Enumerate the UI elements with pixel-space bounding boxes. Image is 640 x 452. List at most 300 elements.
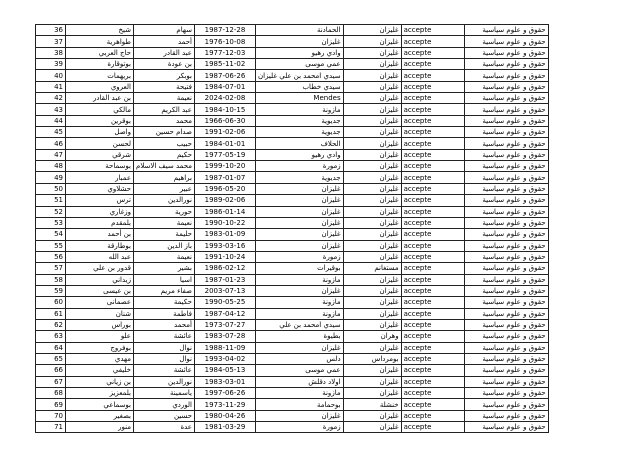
surname-cell: عصمانى (66, 297, 134, 308)
row-number-cell: 55 (36, 240, 66, 251)
firstname-cell: أمحمد (134, 319, 195, 330)
status-cell: accepte (401, 297, 464, 308)
birthplace-cell: غليزان (255, 285, 343, 296)
table-row (36, 149, 549, 160)
field-of-study-cell: حقوق و علوم سياسية (464, 206, 548, 217)
firstname-cell: فتيحة (134, 81, 195, 92)
birthdate-cell: 1999-10-20 (194, 161, 255, 172)
table-row (36, 138, 549, 149)
birthdate-cell: 1990-05-25 (194, 297, 255, 308)
surname-cell: بصغير (66, 410, 134, 421)
birthdate-cell: 1966-06-30 (194, 115, 255, 126)
status-cell: accepte (401, 365, 464, 376)
field-of-study-cell: حقوق و علوم سياسية (464, 59, 548, 70)
birthplace-cell: عمي موسى (255, 59, 343, 70)
row-number-cell: 39 (36, 59, 66, 70)
firstname-cell: ياسمينة (134, 388, 195, 399)
row-number-cell: 49 (36, 172, 66, 183)
table-row (36, 93, 549, 104)
wilaya-cell: غليزان (343, 422, 401, 433)
birthdate-cell: 1984-01-01 (194, 138, 255, 149)
firstname-cell: أحمد (134, 36, 195, 47)
status-cell: accepte (401, 93, 464, 104)
field-of-study-cell: حقوق و علوم سياسية (464, 342, 548, 353)
status-cell: accepte (401, 70, 464, 81)
surname-cell: زيداني (66, 274, 134, 285)
wilaya-cell: غليزان (343, 342, 401, 353)
status-cell: accepte (401, 422, 464, 433)
birthplace-cell: مازونة (255, 308, 343, 319)
surname-cell: واصل (66, 127, 134, 138)
surname-cell: بوسماحة (66, 161, 134, 172)
field-of-study-cell: حقوق و علوم سياسية (464, 25, 548, 36)
birthplace-cell: بوقيرات (255, 263, 343, 274)
field-of-study-cell: حقوق و علوم سياسية (464, 172, 548, 183)
status-cell: accepte (401, 240, 464, 251)
birthplace-cell: غليزان (255, 342, 343, 353)
birthdate-cell: 1997-06-26 (194, 388, 255, 399)
table-row (36, 422, 549, 433)
birthdate-cell: 1988-11-09 (194, 342, 255, 353)
table-row (36, 161, 549, 172)
birthplace-cell: مازونة (255, 388, 343, 399)
wilaya-cell: غليزان (343, 104, 401, 115)
surname-cell: بوقرين (66, 115, 134, 126)
birthplace-cell: غليزان (255, 206, 343, 217)
birthplace-cell: الحلاف (255, 138, 343, 149)
wilaya-cell: غليزان (343, 59, 401, 70)
row-number-cell: 60 (36, 297, 66, 308)
firstname-cell: بن عودة (134, 59, 195, 70)
status-cell: accepte (401, 161, 464, 172)
firstname-cell: حبيب (134, 138, 195, 149)
wilaya-cell: غليزان (343, 81, 401, 92)
wilaya-cell: خنشلة (343, 399, 401, 410)
surname-cell: طواهرية (66, 36, 134, 47)
birthplace-cell: دلس (255, 353, 343, 364)
status-cell: accepte (401, 251, 464, 262)
row-number-cell: 62 (36, 319, 66, 330)
table-row (36, 376, 549, 387)
birthplace-cell: اولاد دقلش (255, 376, 343, 387)
wilaya-cell: غليزان (343, 274, 401, 285)
birthdate-cell: 1983-01-09 (194, 229, 255, 240)
wilaya-cell: غليزان (343, 365, 401, 376)
row-number-cell: 52 (36, 206, 66, 217)
birthplace-cell: وادي رهيو (255, 47, 343, 58)
field-of-study-cell: حقوق و علوم سياسية (464, 229, 548, 240)
wilaya-cell: غليزان (343, 161, 401, 172)
firstname-cell: نعيمة (134, 93, 195, 104)
surname-cell: بن أحمد (66, 229, 134, 240)
birthplace-cell: غليزان (255, 217, 343, 228)
birthplace-cell: بوحمامة (255, 399, 343, 410)
row-number-cell: 38 (36, 47, 66, 58)
wilaya-cell: غليزان (343, 376, 401, 387)
wilaya-cell: غليزان (343, 240, 401, 251)
surname-cell: شيخ (66, 25, 134, 36)
wilaya-cell: غليزان (343, 251, 401, 262)
surname-cell: خليفي (66, 365, 134, 376)
surname-cell: بوسماعي (66, 399, 134, 410)
surname-cell: قدور بن علي (66, 263, 134, 274)
status-cell: accepte (401, 206, 464, 217)
birthplace-cell: Mendes (255, 93, 343, 104)
field-of-study-cell: حقوق و علوم سياسية (464, 422, 548, 433)
row-number-cell: 70 (36, 410, 66, 421)
table-row (36, 251, 549, 262)
birthdate-cell: 1989-02-06 (194, 195, 255, 206)
surname-cell: ترس (66, 195, 134, 206)
table-row (36, 183, 549, 194)
surname-cell: بن عبد القادر (66, 93, 134, 104)
table-row (36, 319, 549, 330)
surname-cell: بلمقدم (66, 217, 134, 228)
birthplace-cell: الحمادنة (255, 25, 343, 36)
birthdate-cell: 1984-07-01 (194, 81, 255, 92)
firstname-cell: حليمة (134, 229, 195, 240)
wilaya-cell: مستغانم (343, 263, 401, 274)
field-of-study-cell: حقوق و علوم سياسية (464, 353, 548, 364)
row-number-cell: 37 (36, 36, 66, 47)
firstname-cell: نوال (134, 353, 195, 364)
table-row (36, 353, 549, 364)
status-cell: accepte (401, 104, 464, 115)
surname-cell: منور (66, 422, 134, 433)
field-of-study-cell: حقوق و علوم سياسية (464, 81, 548, 92)
birthdate-cell: 1980-04-26 (194, 410, 255, 421)
birthdate-cell: 1987-04-12 (194, 308, 255, 319)
birthdate-cell: 1990-10-22 (194, 217, 255, 228)
field-of-study-cell: حقوق و علوم سياسية (464, 308, 548, 319)
status-cell: accepte (401, 25, 464, 36)
status-cell: accepte (401, 285, 464, 296)
row-number-cell: 68 (36, 388, 66, 399)
surname-cell: عمبار (66, 172, 134, 183)
row-number-cell: 48 (36, 161, 66, 172)
field-of-study-cell: حقوق و علوم سياسية (464, 161, 548, 172)
birthdate-cell: 1983-07-28 (194, 331, 255, 342)
birthdate-cell: 1976-10-08 (194, 36, 255, 47)
table-row (36, 263, 549, 274)
status-cell: accepte (401, 59, 464, 70)
firstname-cell: حسين (134, 410, 195, 421)
surname-cell: العروي (66, 81, 134, 92)
surname-cell: شرقي (66, 149, 134, 160)
firstname-cell: محمد سيف الاسلام (134, 161, 195, 172)
birthdate-cell: 1993-03-16 (194, 240, 255, 251)
table-row (36, 70, 549, 81)
birthplace-cell: زمورة (255, 251, 343, 262)
firstname-cell: بوبكر (134, 70, 195, 81)
birthplace-cell: سيدي امحمد بن علي (255, 319, 343, 330)
firstname-cell: عائشة (134, 365, 195, 376)
birthplace-cell: وادي رهيو (255, 149, 343, 160)
field-of-study-cell: حقوق و علوم سياسية (464, 410, 548, 421)
firstname-cell: نوال (134, 342, 195, 353)
birthplace-cell: مازونة (255, 104, 343, 115)
firstname-cell: بشير (134, 263, 195, 274)
wilaya-cell: غليزان (343, 138, 401, 149)
firstname-cell: حكيم (134, 149, 195, 160)
field-of-study-cell: حقوق و علوم سياسية (464, 263, 548, 274)
field-of-study-cell: حقوق و علوم سياسية (464, 149, 548, 160)
wilaya-cell: غليزان (343, 308, 401, 319)
birthdate-cell: 1993-04-02 (194, 353, 255, 364)
status-cell: accepte (401, 217, 464, 228)
field-of-study-cell: حقوق و علوم سياسية (464, 297, 548, 308)
field-of-study-cell: حقوق و علوم سياسية (464, 365, 548, 376)
row-number-cell: 57 (36, 263, 66, 274)
birthplace-cell: سيدي خطاب (255, 81, 343, 92)
wilaya-cell: بومرداس (343, 353, 401, 364)
status-cell: accepte (401, 331, 464, 342)
row-number-cell: 71 (36, 422, 66, 433)
table-row (36, 274, 549, 285)
status-cell: accepte (401, 263, 464, 274)
row-number-cell: 67 (36, 376, 66, 387)
row-number-cell: 40 (36, 70, 66, 81)
firstname-cell: نورالدين (134, 195, 195, 206)
table-row (36, 81, 549, 92)
row-number-cell: 65 (36, 353, 66, 364)
row-number-cell: 42 (36, 93, 66, 104)
firstname-cell: سهام (134, 25, 195, 36)
table-row (36, 47, 549, 58)
field-of-study-cell: حقوق و علوم سياسية (464, 115, 548, 126)
birthplace-cell: زمورة (255, 422, 343, 433)
firstname-cell: صفاء مريم (134, 285, 195, 296)
surname-cell: بلمعزيز (66, 388, 134, 399)
firstname-cell: براهيم (134, 172, 195, 183)
row-number-cell: 44 (36, 115, 66, 126)
birthdate-cell: 1986-02-12 (194, 263, 255, 274)
table-row (36, 217, 549, 228)
birthdate-cell: 1977-12-03 (194, 47, 255, 58)
status-cell: accepte (401, 388, 464, 399)
birthdate-cell: 1973-11-29 (194, 399, 255, 410)
row-number-cell: 66 (36, 365, 66, 376)
table-row (36, 172, 549, 183)
table-row (36, 410, 549, 421)
wilaya-cell: غليزان (343, 25, 401, 36)
status-cell: accepte (401, 115, 464, 126)
status-cell: accepte (401, 172, 464, 183)
table-row (36, 308, 549, 319)
table-row (36, 36, 549, 47)
wilaya-cell: وهران (343, 331, 401, 342)
field-of-study-cell: حقوق و علوم سياسية (464, 93, 548, 104)
table-row (36, 342, 549, 353)
birthplace-cell: غليزان (255, 410, 343, 421)
birthdate-cell: 2024-02-08 (194, 93, 255, 104)
field-of-study-cell: حقوق و علوم سياسية (464, 104, 548, 115)
row-number-cell: 56 (36, 251, 66, 262)
status-cell: accepte (401, 274, 464, 285)
firstname-cell: نعيمة (134, 217, 195, 228)
firstname-cell: عبد الكريم (134, 104, 195, 115)
table-row (36, 115, 549, 126)
status-cell: accepte (401, 195, 464, 206)
table-row (36, 25, 549, 36)
birthplace-cell: بطيوة (255, 331, 343, 342)
wilaya-cell: غليزان (343, 297, 401, 308)
status-cell: accepte (401, 183, 464, 194)
firstname-cell: عائشة (134, 331, 195, 342)
wilaya-cell: غليزان (343, 93, 401, 104)
table-row (36, 297, 549, 308)
surname-cell: بوطارقة (66, 240, 134, 251)
wilaya-cell: غليزان (343, 319, 401, 330)
wilaya-cell: غليزان (343, 115, 401, 126)
table-row (36, 59, 549, 70)
surname-cell: عبد الله (66, 251, 134, 262)
wilaya-cell: غليزان (343, 217, 401, 228)
wilaya-cell: غليزان (343, 388, 401, 399)
status-cell: accepte (401, 319, 464, 330)
wilaya-cell: غليزان (343, 206, 401, 217)
birthdate-cell: 1987-01-07 (194, 172, 255, 183)
row-number-cell: 50 (36, 183, 66, 194)
field-of-study-cell: حقوق و علوم سياسية (464, 70, 548, 81)
table-row (36, 285, 549, 296)
firstname-cell: حورية (134, 206, 195, 217)
candidates-table (35, 24, 549, 433)
birthdate-cell: 1987-06-26 (194, 70, 255, 81)
row-number-cell: 63 (36, 331, 66, 342)
birthplace-cell: مازونة (255, 297, 343, 308)
firstname-cell: باز الدين (134, 240, 195, 251)
field-of-study-cell: حقوق و علوم سياسية (464, 47, 548, 58)
firstname-cell: عدة (134, 422, 195, 433)
firstname-cell: محمد (134, 115, 195, 126)
wilaya-cell: غليزان (343, 195, 401, 206)
status-cell: accepte (401, 399, 464, 410)
birthdate-cell: 1987-01-23 (194, 274, 255, 285)
status-cell: accepte (401, 47, 464, 58)
table-row (36, 229, 549, 240)
status-cell: accepte (401, 36, 464, 47)
row-number-cell: 64 (36, 342, 66, 353)
birthdate-cell: 1991-02-06 (194, 127, 255, 138)
status-cell: accepte (401, 410, 464, 421)
field-of-study-cell: حقوق و علوم سياسية (464, 127, 548, 138)
wilaya-cell: غليزان (343, 410, 401, 421)
row-number-cell: 61 (36, 308, 66, 319)
birthdate-cell: 1987-12-28 (194, 25, 255, 36)
firstname-cell: عبد القادر (134, 47, 195, 58)
field-of-study-cell: حقوق و علوم سياسية (464, 36, 548, 47)
surname-cell: بن زياني (66, 376, 134, 387)
table-row (36, 104, 549, 115)
field-of-study-cell: حقوق و علوم سياسية (464, 183, 548, 194)
birthdate-cell: 1984-10-15 (194, 104, 255, 115)
surname-cell: حاج العربي (66, 47, 134, 58)
row-number-cell: 36 (36, 25, 66, 36)
birthplace-cell: جديوية (255, 127, 343, 138)
field-of-study-cell: حقوق و علوم سياسية (464, 399, 548, 410)
field-of-study-cell: حقوق و علوم سياسية (464, 240, 548, 251)
row-number-cell: 46 (36, 138, 66, 149)
birthplace-cell: مازونة (255, 274, 343, 285)
field-of-study-cell: حقوق و علوم سياسية (464, 388, 548, 399)
birthdate-cell: 1981-03-29 (194, 422, 255, 433)
status-cell: accepte (401, 353, 464, 364)
status-cell: accepte (401, 81, 464, 92)
firstname-cell: الوردي (134, 399, 195, 410)
field-of-study-cell: حقوق و علوم سياسية (464, 138, 548, 149)
birthdate-cell: 1983-03-01 (194, 376, 255, 387)
status-cell: accepte (401, 376, 464, 387)
field-of-study-cell: حقوق و علوم سياسية (464, 217, 548, 228)
row-number-cell: 51 (36, 195, 66, 206)
birthdate-cell: 1977-05-19 (194, 149, 255, 160)
birthdate-cell: 1985-11-02 (194, 59, 255, 70)
surname-cell: بريهمات (66, 70, 134, 81)
firstname-cell: صدام حسين (134, 127, 195, 138)
table-row (36, 195, 549, 206)
birthplace-cell: زمورة (255, 161, 343, 172)
row-number-cell: 41 (36, 81, 66, 92)
table-row (36, 388, 549, 399)
wilaya-cell: غليزان (343, 70, 401, 81)
firstname-cell: عبير (134, 183, 195, 194)
birthdate-cell: 2003-07-13 (194, 285, 255, 296)
surname-cell: مالكي (66, 104, 134, 115)
status-cell: accepte (401, 308, 464, 319)
table-row (36, 365, 549, 376)
table-row (36, 331, 549, 342)
firstname-cell: فاطمة (134, 308, 195, 319)
birthdate-cell: 1973-07-27 (194, 319, 255, 330)
surname-cell: وزغاري (66, 206, 134, 217)
table-row (36, 127, 549, 138)
status-cell: accepte (401, 127, 464, 138)
wilaya-cell: غليزان (343, 127, 401, 138)
field-of-study-cell: حقوق و علوم سياسية (464, 195, 548, 206)
surname-cell: مهدي (66, 353, 134, 364)
birthdate-cell: 1991-10-24 (194, 251, 255, 262)
wilaya-cell: غليزان (343, 36, 401, 47)
status-cell: accepte (401, 342, 464, 353)
table-row (36, 240, 549, 251)
birthplace-cell: غليزان (255, 240, 343, 251)
firstname-cell: حكيمة (134, 297, 195, 308)
field-of-study-cell: حقوق و علوم سياسية (464, 376, 548, 387)
wilaya-cell: غليزان (343, 183, 401, 194)
field-of-study-cell: حقوق و علوم سياسية (464, 285, 548, 296)
table-row (36, 399, 549, 410)
row-number-cell: 45 (36, 127, 66, 138)
row-number-cell: 58 (36, 274, 66, 285)
status-cell: accepte (401, 149, 464, 160)
wilaya-cell: غليزان (343, 47, 401, 58)
field-of-study-cell: حقوق و علوم سياسية (464, 319, 548, 330)
row-number-cell: 54 (36, 229, 66, 240)
table-body (36, 25, 549, 433)
birthplace-cell: غليزان (255, 229, 343, 240)
birthplace-cell: سيدي امحمد بن علي غليزان (255, 70, 343, 81)
firstname-cell: نعيمة (134, 251, 195, 262)
firstname-cell: اسيا (134, 274, 195, 285)
surname-cell: لحسن (66, 138, 134, 149)
birthplace-cell: غليزان (255, 195, 343, 206)
firstname-cell: نورالدين (134, 376, 195, 387)
row-number-cell: 53 (36, 217, 66, 228)
row-number-cell: 47 (36, 149, 66, 160)
field-of-study-cell: حقوق و علوم سياسية (464, 274, 548, 285)
surname-cell: بوفروج (66, 342, 134, 353)
